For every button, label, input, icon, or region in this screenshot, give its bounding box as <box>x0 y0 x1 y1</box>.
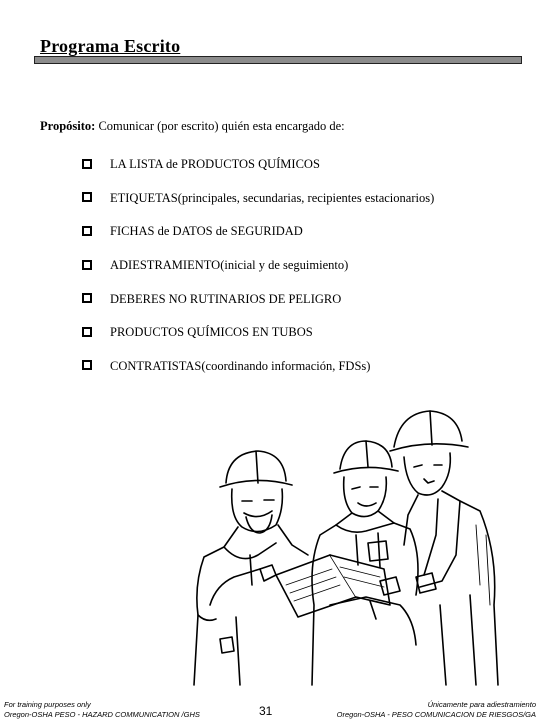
checkbox-bullet-icon <box>82 226 92 236</box>
checkbox-bullet-icon <box>82 360 92 370</box>
list-item-heading: FICHAS de DATOS de SEGURIDAD <box>110 224 303 239</box>
worker-left <box>194 451 308 685</box>
list-item <box>82 282 434 316</box>
list-item-heading: DEBERES NO RUTINARIOS DE PELIGRO <box>110 291 342 306</box>
list-item <box>82 182 434 216</box>
list-item <box>82 316 434 350</box>
list-item-detail: (coordinando información, FDSs) <box>201 358 371 373</box>
checkbox-bullet-icon <box>82 327 92 337</box>
footer-course-title: Oregon-OSHA PESO - HAZARD COMMUNICATION /GHS <box>4 710 200 719</box>
list-item <box>82 148 434 182</box>
list-item-heading: ADIESTRAMIENTO <box>110 258 221 273</box>
list-item-heading: LA LISTA de PRODUCTOS QUÍMICOS <box>110 157 320 172</box>
purpose-statement <box>40 119 345 134</box>
list-item-detail: (inicial y de seguimiento) <box>220 258 349 273</box>
footer-training-note-es: Únicamente para adiestramiento <box>427 700 536 709</box>
list-item <box>82 249 434 283</box>
workers-reviewing-document-illustration <box>180 405 525 695</box>
checkbox-bullet-icon <box>82 192 92 202</box>
worker-right <box>390 411 498 685</box>
purpose-label: Propósito: <box>40 119 96 133</box>
checkbox-bullet-icon <box>82 260 92 270</box>
footer-right <box>337 700 536 720</box>
list-item-heading: ETIQUETAS <box>110 190 178 205</box>
footer-course-title-es: Oregon-OSHA - PESO COMUNICACION DE RIESGOS/GA <box>336 710 536 719</box>
responsibility-list <box>82 148 434 383</box>
title-divider-bar <box>34 56 522 64</box>
list-item-detail: (principales, secundarias, recipientes estacionarios) <box>177 190 435 205</box>
footer-left <box>4 700 200 720</box>
footer-training-note: For training purposes only <box>4 700 91 709</box>
page-number: 31 <box>259 704 273 718</box>
checkbox-bullet-icon <box>82 159 92 169</box>
list-item <box>82 350 434 384</box>
list-item-heading: CONTRATISTAS <box>110 358 202 373</box>
list-item-heading: PRODUCTOS QUÍMICOS EN TUBOS <box>110 325 313 340</box>
list-item <box>82 215 434 249</box>
page-title: Programa Escrito <box>40 36 181 56</box>
purpose-text: Comunicar (por escrito) quién esta encargado de: <box>95 119 345 133</box>
checkbox-bullet-icon <box>82 293 92 303</box>
